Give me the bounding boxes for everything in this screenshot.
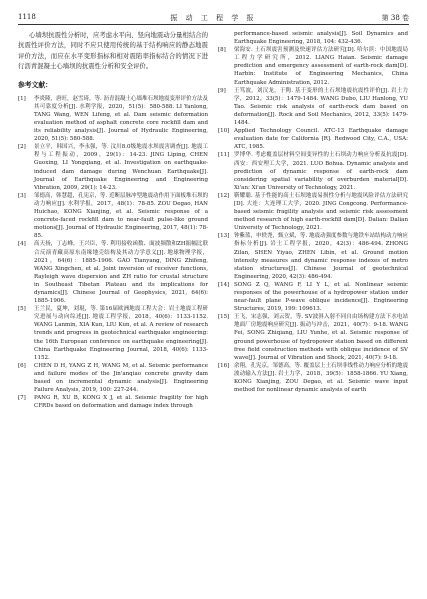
reference-number: [3] <box>18 192 26 199</box>
reference-text: 王兰民，夏坤，刘琨，等. 第16届欧洲地震工程大会：岩土地震工程研究进展与动向综述[J]. 地震工程学报，2018，40(6)：1133-1152. WANG Lanmin, XIA Kun, LIU Kun, et al. A review of research trends and progress in geotechnical earthquake engineering: the 16th European conference on earthquake engineering[J]. China Earthquake Engineering Journal, 2018, 40(6): 1133-1152. <box>34 306 208 361</box>
reference-text: performance-based seismic analysis[J]. Soil Dynamics and Earthquake Engineering, 2018, 104: 432-436. <box>234 31 408 46</box>
reference-text: Applied Technology Council. ATC-13 Earthquake damage evaluation date for California [R]. Redwood City, C.A., USA: ATC, 1985. <box>234 128 408 151</box>
reference-list-right <box>218 30 408 394</box>
reference-text: 梁海安. 土石坝震害预测及快速评估方法研究[D]. 哈尔滨：中国地震局工程力学研究所，2012. LIANG Haian. Seismic damage prediction and emergency assessment of earth-rock dam[D]. Harbin: Institute of Engineering Mechanics, China Earthquake Administration, 2012. <box>234 47 408 86</box>
journal-name: 振 动 工 程 学 报 <box>170 14 257 22</box>
reference-text: 邹德高，韩慧超，孔宪京，等. 近断层脉冲型地震动作用下面板堆石坝的动力响应[J]. 水利学报，2017，48(1)：78-85. ZOU Degao, HAN Huichao, KONG Xianjing, et al. Seismic response of a concrete-faced rockfill dam to near-fault pulse-like ground motions[J]. Journal of Hydraulic Engineering, 2017, 48(1): 78-85. <box>34 192 208 240</box>
reference-text: PANG R, XU B, KONG X J, et al. Seismic fragility for high CFRDs based on deformation and damage index through <box>34 395 208 410</box>
reference-item <box>218 362 408 394</box>
reference-number: [14] <box>218 281 230 288</box>
reference-item <box>18 143 208 192</box>
reference-number: [2] <box>18 144 26 151</box>
reference-text: CHEN D H, YANG Z H, WANG M, et al. Seismic performance and failure modes of the Jin'anqiao concrete gravity dam based on incremental dynamic analysis[J]. Engineering Failure Analysis, 2019, 100: 227-244. <box>34 362 208 394</box>
reference-item <box>18 305 208 362</box>
reference-text: 高天扬，丁志峰，王兴臣，等. 利用接收函数、面波频散和ZH振幅比联合反演青藏高原东南缘地壳结构及其动力学意义[J]. 地球物理学报，2021，64(6)：1885-1906. GAO Tianyang, DING Zhifeng, WANG Xingchen, et al. Joint inversion of receiver functions, Rayleigh wave dispersion and ZH ratio for crustal structure in Southeast Tibetan Plateau and its implications for dynamics[J]. Chinese Journal of Geophysics, 2021, 64(6): 1885-1906. <box>34 241 208 305</box>
reference-number: [9] <box>218 87 226 94</box>
left-column <box>18 30 208 410</box>
reference-item <box>218 192 408 232</box>
reference-item <box>18 192 208 241</box>
body-text <box>18 30 208 72</box>
reference-item <box>18 95 208 144</box>
reference-item <box>218 281 408 313</box>
reference-number: [13] <box>218 233 230 240</box>
reference-item <box>218 87 408 127</box>
reference-number: [11] <box>218 152 230 159</box>
page-header <box>18 12 409 25</box>
reference-item <box>18 240 208 305</box>
reference-text: 景立平，韩国兴，李永强，等. 汶川8.0级地震水坝震害调查[J]. 地震工程与工程振动，2009，29(1)：14-23. JING Liping, CHEN Guoxing, LI Yongqiang, et al. Investigation on earthquake-induced dam damage during Wenchuan Earthquake[J]. Journal of Earthquake Engineering and Engineering Vibration, 2009, 29(1): 14-23. <box>34 144 208 191</box>
reference-text: 王笃波，刘汉龙，于陶. 基于变形的土石坝地震抗震性评价[J]. 岩土力学，2012，33(5)：1479-1484. WANG Dubo, LIU Hanlong, YU Tao. Seismic risk analysis of earth-rock dam based on deformation[J]. Rock and Soil Mechanics, 2012, 33(5): 1479-1484. <box>234 87 408 127</box>
reference-text: 罗博华. 考虑覆盖层材料空间变异性的土石坝动力响应分析及抗震[D]. 西安：西安理工大学，2021. LUO Bohua. Dynamic analysis and prediction of dynamic response of earth-rock dam considering spatial variability of overburden material[D]. Xi'an: Xi'an University of Technology, 2021. <box>234 152 408 191</box>
reference-number: [10] <box>218 128 230 135</box>
reference-number: [8] <box>218 47 226 54</box>
reference-text: 靳耀聪. 基于性能的高土石坝地震易损性分析与地震风险评估方法研究[D]. 大连：大连理工大学，2020. JING Congcong. Performance-based seismic fragility analysis and seismic risk assessment method research of high earth-rockfill dam[D]. Dalian: Dalian University of Technology, 2021. <box>234 192 408 232</box>
reference-item <box>18 362 208 394</box>
reference-text: 钟紫蓝，申轶尧，甄立斌，等. 地震动强度参数与地铁车站结构动力响应指标分析[J]. 岩土工程学报，2020，42(3)：486-494. ZHONG Zilan, SHEN Yiyao, ZHEN Libin, et al. Ground motion intensity measures and dynamic response indexes of metro station structures[J]. Chinese Journal of geotechnical Engineering, 2020, 42(3): 486-494. <box>234 233 408 280</box>
references-title: 参考文献： <box>18 80 52 89</box>
reference-item <box>218 313 408 362</box>
reference-number: [12] <box>218 192 230 199</box>
reference-number: [16] <box>218 362 230 369</box>
reference-item <box>218 151 408 191</box>
reference-text: SONG Z Q, WANG F, LI Y L, et al. Nonlinear seismic responses of the powerhouse of a hydropower station under near-fault plane P-wave oblique incidence[J]. Engineering Structures, 2019, 199: 109613. <box>234 281 408 313</box>
reference-item <box>218 30 408 46</box>
reference-text: 余翔，孔宪京，邹德高，等. 覆盖层上土石坝非线性动力响应分析的地震波动输入方法[J]. 岩土力学，2018，39(5)：1858-1866. YU Xiang, KONG Xianjing, ZOU Degao, et al. Seismic wave input method for nonlinear dynamic analysis of earth <box>234 362 408 394</box>
reference-item <box>218 232 408 281</box>
reference-number: [6] <box>18 362 26 369</box>
reference-number: [5] <box>18 306 26 313</box>
reference-number: [4] <box>18 241 26 248</box>
conclusion-paragraph: 心墙坝抗震性分析时，应考虑水平向、竖向地震动分量相结合的抗震性评价方法，同时不应只使用传统的基于结构响应的静态地震评价方法，而应在水平变形指标和相对震陷率指标结合的情况下进行沥青混凝土心墙坝的抗震性分析和安全评价。 <box>18 31 208 71</box>
reference-number: [7] <box>18 395 26 402</box>
reference-item <box>18 394 208 410</box>
reference-number: [1] <box>18 95 26 102</box>
reference-text: 王飞，宋志强，刘云贺，等. SV波斜入射不同自由场构建方法下水电站地面厂房地震响应研究[J]. 振动与冲击，2021，40(7)：9-18. WANG Fei, SONG Zhiqiang, LIU Yunhe, et al. Seismic response of ground powerhouse of hydropower station based on different free field construction methods with oblique incidence of SV wave[J]. Journal of Vibration and Shock, 2021, 40(7): 9-18. <box>234 314 408 361</box>
volume-label: 第 38 卷 <box>381 14 409 22</box>
reference-number: [15] <box>218 314 230 321</box>
right-column <box>218 30 408 394</box>
reference-item <box>218 127 408 151</box>
reference-list-left <box>18 95 208 411</box>
page-number: 1118 <box>18 13 36 21</box>
reference-text: 李炎隆，唐旺，赵雪琦，等. 沥青混凝土心墙堆石坝地震变形评价方法及其可靠度分析[J]. 水利学报，2020，51(5)：580-588. LI Yanlong, TANG Wang, WEN Lifeng, et al. Dam seismic deformation evaluation method of asphalt concrete core rockfill dam and its reliability analysis[J]. Journal of Hydraulic Engineering, 2020, 51(5): 580-588. <box>34 95 208 143</box>
reference-item <box>218 46 408 86</box>
